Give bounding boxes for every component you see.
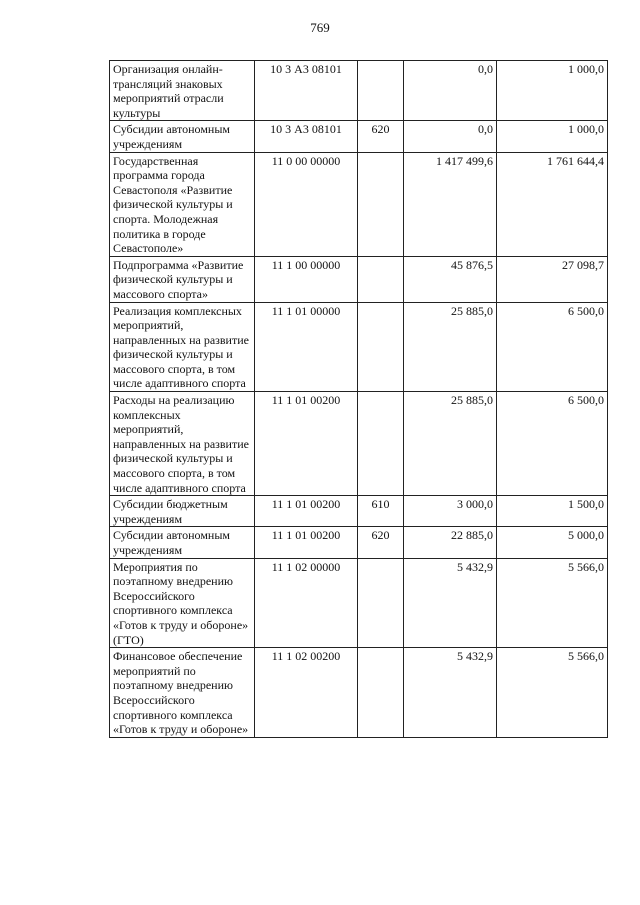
row-expense-type bbox=[358, 558, 404, 648]
table-row bbox=[110, 558, 608, 648]
row-name: Реализация комплексных мероприятий, направленных на развитие физической культуры и массового спорта, в том числе адаптивного спорта bbox=[110, 302, 255, 392]
row-name: Мероприятия по поэтапному внедрению Всероссийского спортивного комплекса «Готов к труду и обороне» (ГТО) bbox=[110, 558, 255, 648]
row-expense-type: 610 bbox=[358, 496, 404, 527]
row-name: Субсидии автономным учреждениям bbox=[110, 527, 255, 558]
row-amount-2: 1 000,0 bbox=[497, 121, 608, 152]
row-code: 11 1 02 00200 bbox=[255, 648, 358, 738]
row-code: 11 1 01 00200 bbox=[255, 392, 358, 496]
row-expense-type bbox=[358, 392, 404, 496]
row-name: Государственная программа города Севастополя «Развитие физической культуры и спорта. Молодежная политика в городе Севастополе» bbox=[110, 152, 255, 256]
row-amount-1: 45 876,5 bbox=[404, 256, 497, 302]
row-name: Субсидии бюджетным учреждениям bbox=[110, 496, 255, 527]
page-number: 769 bbox=[310, 20, 330, 35]
row-expense-type bbox=[358, 256, 404, 302]
row-amount-1: 5 432,9 bbox=[404, 558, 497, 648]
row-expense-type bbox=[358, 61, 404, 121]
table-row bbox=[110, 527, 608, 558]
row-amount-1: 25 885,0 bbox=[404, 392, 497, 496]
table-row bbox=[110, 152, 608, 256]
row-expense-type bbox=[358, 302, 404, 392]
table-row bbox=[110, 302, 608, 392]
row-name: Субсидии автономным учреждениям bbox=[110, 121, 255, 152]
row-name: Организация онлайн-трансляций знаковых мероприятий отрасли культуры bbox=[110, 61, 255, 121]
row-name: Расходы на реализацию комплексных мероприятий, направленных на развитие физической культуры и массового спорта, в том числе адаптивного спорта bbox=[110, 392, 255, 496]
row-amount-2: 6 500,0 bbox=[497, 392, 608, 496]
row-amount-2: 1 500,0 bbox=[497, 496, 608, 527]
row-amount-1: 0,0 bbox=[404, 121, 497, 152]
table-row bbox=[110, 121, 608, 152]
row-expense-type: 620 bbox=[358, 121, 404, 152]
row-code: 11 1 01 00200 bbox=[255, 496, 358, 527]
row-code: 11 1 02 00000 bbox=[255, 558, 358, 648]
row-code: 11 1 00 00000 bbox=[255, 256, 358, 302]
row-expense-type bbox=[358, 648, 404, 738]
row-code: 10 3 А3 08101 bbox=[255, 121, 358, 152]
row-expense-type bbox=[358, 152, 404, 256]
row-amount-1: 0,0 bbox=[404, 61, 497, 121]
row-code: 10 3 А3 08101 bbox=[255, 61, 358, 121]
table-row bbox=[110, 256, 608, 302]
row-amount-2: 5 000,0 bbox=[497, 527, 608, 558]
table-row bbox=[110, 648, 608, 738]
row-amount-2: 6 500,0 bbox=[497, 302, 608, 392]
table-row bbox=[110, 61, 608, 121]
row-amount-2: 5 566,0 bbox=[497, 648, 608, 738]
row-expense-type: 620 bbox=[358, 527, 404, 558]
row-name: Финансовое обеспечение мероприятий по поэтапному внедрению Всероссийского спортивного комплекса «Готов к труду и обороне» bbox=[110, 648, 255, 738]
row-code: 11 1 01 00200 bbox=[255, 527, 358, 558]
row-amount-1: 1 417 499,6 bbox=[404, 152, 497, 256]
budget-table bbox=[109, 60, 608, 738]
row-name: Подпрограмма «Развитие физической культуры и массового спорта» bbox=[110, 256, 255, 302]
row-amount-1: 5 432,9 bbox=[404, 648, 497, 738]
table-row bbox=[110, 392, 608, 496]
row-amount-2: 1 000,0 bbox=[497, 61, 608, 121]
row-amount-1: 25 885,0 bbox=[404, 302, 497, 392]
row-amount-1: 22 885,0 bbox=[404, 527, 497, 558]
row-amount-2: 5 566,0 bbox=[497, 558, 608, 648]
row-amount-2: 27 098,7 bbox=[497, 256, 608, 302]
row-amount-1: 3 000,0 bbox=[404, 496, 497, 527]
row-amount-2: 1 761 644,4 bbox=[497, 152, 608, 256]
row-code: 11 0 00 00000 bbox=[255, 152, 358, 256]
table-row bbox=[110, 496, 608, 527]
row-code: 11 1 01 00000 bbox=[255, 302, 358, 392]
